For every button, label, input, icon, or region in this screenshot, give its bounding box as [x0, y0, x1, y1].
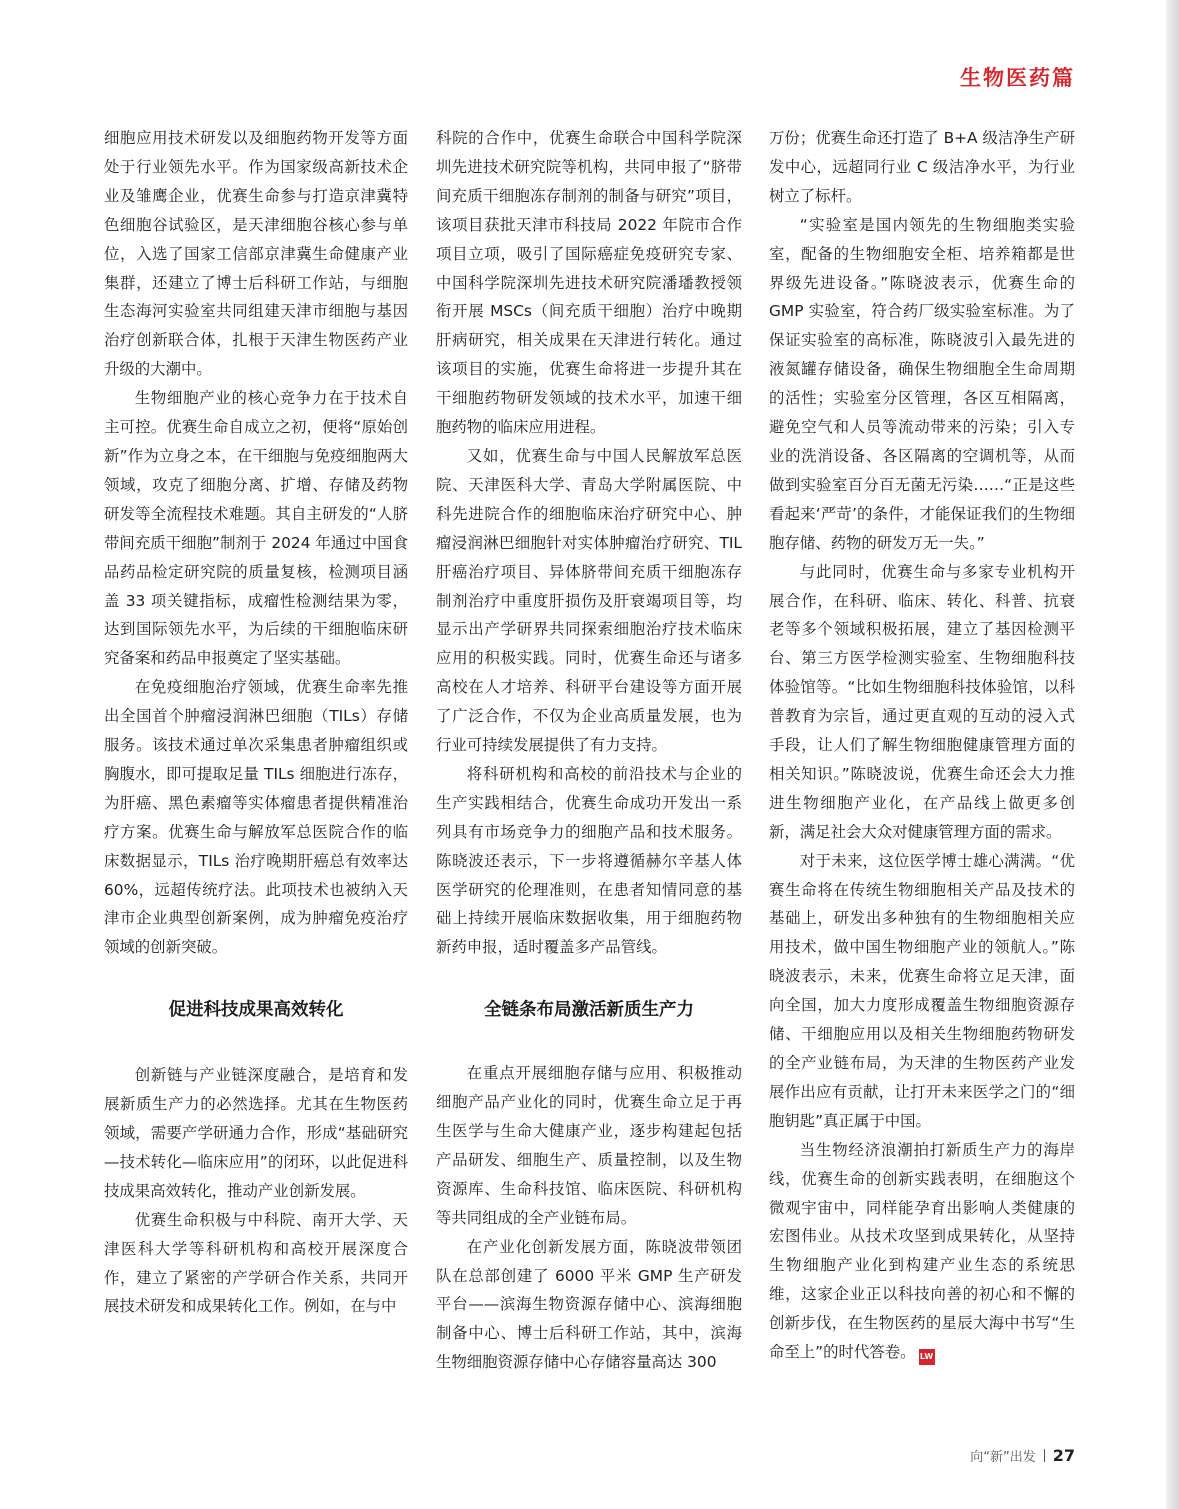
footer-divider: [1044, 1449, 1045, 1462]
paragraph: 在产业化创新发展方面，陈晓波带领团队在总部创建了 6000 平米 GMP 生产研发平台——滨海生物资源存储中心、滨海细胞制备中心、博士后科研工作站，其中，滨海生物细胞资源存储中心存储容量高达 300: [436, 1237, 742, 1372]
paragraph: 生物细胞产业的核心竞争力在于技术自主可控。优赛生命自成立之初，便将“原始创新”作为立身之本，在干细胞与免疫细胞两大领域，攻克了细胞分离、扩增、存储及药物研发等全流程技术难题。其自主研发的“人脐带间充质干细胞”制剂于 2024 年通过中国食品药品检定研究院的质量复核，检测项目涵盖 33 项关键指标，成瘤性检测结果为零，达到国际领先水平，为后续的干细胞临床研究备案和药品申报奠定了坚实基础。: [104, 389, 408, 668]
section-heading: 促进科技成果高效转化: [168, 1000, 344, 1021]
paragraph: 在免疫细胞治疗领域，优赛生命率先推出全国首个肿瘤浸润淋巴细胞（TILs）存储服务。该技术通过单次采集患者肿瘤组织或胸腹水，即可提取足量 TILs 细胞进行冻存，为肝癌、黑色素瘤等实体瘤患者提供精准治疗方案。优赛生命与解放军总医院合作的临床数据显示，TILs 治疗晚期肝癌总有效率达 60%，远超传统疗法。此项技术也被纳入天津市企业典型创新案例，成为肿瘤免疫治疗领域的创新突破。: [104, 678, 408, 957]
column-1: [104, 124, 408, 1321]
column-3: [769, 124, 1075, 1367]
paragraph: 优赛生命积极与中科院、南开大学、天津医科大学等科研机构和高校开展深度合作，建立了紧密的产学研合作关系，共同开展技术研发和成果转化工作。例如，在与中: [104, 1210, 408, 1316]
paragraph-text: 当生物经济浪潮拍打新质生产力的海岸线，优赛生命的创新实践表明，在细胞这个微观宇宙中，同样能孕育出影响人类健康的宏图伟业。从技术攻坚到成果转化，从坚持生物细胞产业化到构建产业生态的系统思维，这家企业正以科技向善的初心和不懈的创新步伐，在生物医药的星辰大海中书写“生命至上”的时代答卷。: [769, 1140, 1075, 1362]
column-2: [436, 124, 742, 1377]
page-edge-shadow: [1166, 0, 1179, 1509]
paragraph: 将科研机构和高校的前沿技术与企业的生产实践相结合，优赛生命成功开发出一系列具有市场竞争力的细胞产品和技术服务。陈晓波还表示，下一步将遵循赫尔辛基人体医学研究的伦理准则，在患者知情同意的基础上持续开展临床数据收集，用于细胞药物新药申报，适时覆盖多产品管线。: [436, 764, 742, 957]
section-heading: 全链条布局激活新质生产力: [484, 1000, 694, 1021]
end-mark-icon: LW: [919, 1349, 935, 1365]
paragraph: 万份；优赛生命还打造了 B+A 级洁净生产研发中心，远超同行业 C 级洁净水平，为行业树立了标杆。: [769, 129, 1075, 205]
paragraph: 与此同时，优赛生命与多家专业机构开展合作，在科研、临床、转化、科普、抗衰老等多个领域积极拓展，建立了基因检测平台、第三方医学检测实验室、生物细胞科技体验馆等。“比如生物细胞科技体验馆，以科普教育为宗旨，通过更直观的互动的浸入式手段，让人们了解生物细胞健康管理方面的相关知识。”陈晓波说，优赛生命还会大力推进生物细胞产业化，在产品线上做更多创新，满足社会大众对健康管理方面的需求。: [769, 562, 1075, 841]
paragraph: 细胞应用技术研发以及细胞药物开发等方面处于行业领先水平。作为国家级高新技术企业及雏鹰企业，优赛生命参与打造京津冀特色细胞谷试验区，是天津细胞谷核心参与单位，入选了国家工信部京津冀生命健康产业集群，还建立了博士后科研工作站，与细胞生态海河实验室共同组建天津市细胞与基因治疗创新联合体，扎根于天津生物医药产业升级的大潮中。: [104, 129, 408, 379]
page-footer: [970, 1446, 1075, 1465]
paragraph: 又如，优赛生命与中国人民解放军总医院、天津医科大学、青岛大学附属医院、中科先进院合作的细胞临床治疗研究中心、肿瘤浸润淋巴细胞针对实体肿瘤治疗研究、TIL 肝癌治疗项目、异体脐带间充质干细胞冻存制剂治疗中重度肝损伤及肝衰竭项目等，均显示出产学研界共同探索细胞治疗技术临床应用的积极实践。同时，优赛生命还与诸多高校在人才培养、科研平台建设等方面开展了广泛合作，不仅为企业高质量发展，也为行业可持续发展提供了有力支持。: [436, 446, 742, 755]
section-label: 生物医药篇: [960, 66, 1075, 90]
magazine-name: 向“新”出发: [970, 1450, 1036, 1465]
page-number: 27: [1052, 1446, 1075, 1465]
paragraph: 科院的合作中，优赛生命联合中国科学院深圳先进技术研究院等机构，共同申报了“脐带间充质干细胞冻存制剂的制备与研究”项目，该项目获批天津市科技局 2022 年院市合作项目立项，吸引了国际癌症免疫研究专家、中国科学院深圳先进技术研究院潘璠教授领衔开展 MSCs（间充质干细胞）治疗中晚期肝病研究，相关成果在天津进行转化。通过该项目的实施，优赛生命将进一步提升其在干细胞药物研发领域的技术水平，加速干细胞药物的临床应用进程。: [436, 129, 742, 437]
paragraph: 对于未来，这位医学博士雄心满满。“优赛生命将在传统生物细胞相关产品及技术的基础上，研发出多种独有的生物细胞相关应用技术，做中国生物细胞产业的领航人。”陈晓波表示，未来，优赛生命将立足天津，面向全国，加大力度形成覆盖生物细胞资源存储、干细胞应用以及相关生物细胞药物研发的全产业链布局，为天津的生物医药产业发展作出应有贡献，让打开未来医学之门的“细胞钥匙”真正属于中国。: [769, 851, 1075, 1130]
paragraph: 在重点开展细胞存储与应用、积极推动细胞产品产业化的同时，优赛生命立足于再生医学与生命大健康产业，逐步构建起包括产品研发、细胞生产、质量控制，以及生物资源库、生命科技馆、临床医院、科研机构等共同组成的全产业链布局。: [436, 1064, 742, 1227]
paragraph: [769, 1136, 1075, 1367]
paragraph: “实验室是国内领先的生物细胞类实验室，配备的生物细胞安全柜、培养箱都是世界级先进设备。”陈晓波表示，优赛生命的 GMP 实验室，符合药厂级实验室标准。为了保证实验室的高标准，陈晓波引入最先进的液氮罐存储设备，确保生物细胞全生命周期的活性；实验室分区管理，各区互相隔离，避免空气和人员等流动带来的污染；引入专业的洗消设备、各区隔离的空调机等，从而做到实验室百分百无菌无污染……“正是这些看起来‘严苛’的条件，才能保证我们的生物细胞存储、药物的研发万无一失。”: [769, 215, 1075, 552]
paragraph: 创新链与产业链深度融合，是培育和发展新质生产力的必然选择。尤其在生物医药领域，需要产学研通力合作，形成“基础研究—技术转化—临床应用”的闭环，以此促进科技成果高效转化，推动产业创新发展。: [104, 1066, 408, 1200]
